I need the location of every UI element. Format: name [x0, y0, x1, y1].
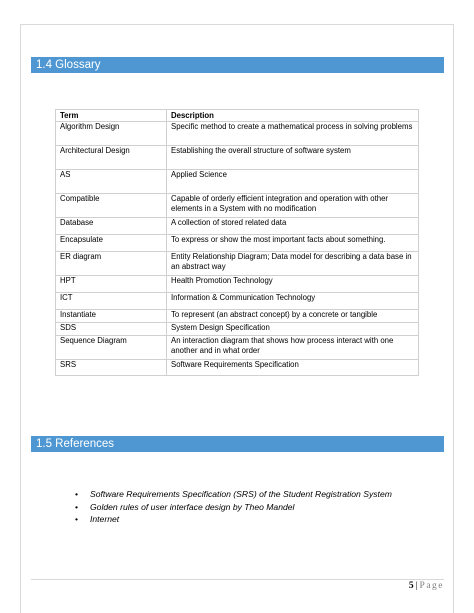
- table-row: [56, 218, 419, 235]
- table-row: [56, 170, 419, 194]
- page-number: [409, 580, 444, 592]
- table-row: [56, 323, 419, 336]
- table-row: [56, 235, 419, 252]
- table-row: [56, 293, 419, 310]
- description-cell: Establishing the overall structure of software system: [167, 146, 419, 170]
- bullet-icon: •: [75, 489, 79, 499]
- description-cell: Health Promotion Technology: [167, 276, 419, 293]
- references-list: [75, 488, 392, 526]
- description-cell: Software Requirements Specification: [167, 360, 419, 376]
- table-row: [56, 146, 419, 170]
- glossary-table: [55, 109, 419, 376]
- description-cell: An interaction diagram that shows how process interact with one another and in what order: [167, 336, 419, 360]
- description-cell: Information & Communication Technology: [167, 293, 419, 310]
- description-cell: Applied Science: [167, 170, 419, 194]
- description-cell: To represent (an abstract concept) by a concrete or tangible: [167, 310, 419, 323]
- reference-text: Software Requirements Specification (SRS) of the Student Registration System: [90, 489, 392, 499]
- table-row: [56, 276, 419, 293]
- description-cell: Capable of orderly efficient integration and operation with other elements in a System with no modification: [167, 194, 419, 218]
- description-cell: Entity Relationship Diagram; Data model for describing a data base in an abstract way: [167, 252, 419, 276]
- term-column-header: Term: [56, 110, 167, 122]
- description-cell: Specific method to create a mathematical process in solving problems: [167, 122, 419, 146]
- table-row: [56, 252, 419, 276]
- references-heading: 1.5 References: [31, 436, 444, 452]
- glossary-heading: 1.4 Glossary: [31, 57, 444, 73]
- page-separator: |: [415, 581, 418, 591]
- bullet-icon: •: [75, 501, 79, 512]
- table-row: [56, 122, 419, 146]
- page-label: Page: [419, 581, 444, 591]
- table-header-row: [56, 110, 419, 122]
- table-row: [56, 336, 419, 360]
- list-item: [75, 513, 392, 526]
- term-cell: ICT: [56, 293, 167, 310]
- reference-text: Golden rules of user interface design by Theo Mandel: [90, 501, 295, 512]
- page-number-value: 5: [408, 581, 414, 591]
- term-cell: Database: [56, 218, 167, 235]
- term-cell: SDS: [56, 323, 167, 336]
- term-cell: Sequence Diagram: [56, 336, 167, 360]
- term-cell: Algorithm Design: [56, 122, 167, 146]
- description-cell: A collection of stored related data: [167, 218, 419, 235]
- term-cell: SRS: [56, 360, 167, 376]
- description-column-header: Description: [167, 110, 419, 122]
- table-row: [56, 360, 419, 376]
- term-cell: AS: [56, 170, 167, 194]
- description-cell: System Design Specification: [167, 323, 419, 336]
- list-item: [75, 501, 392, 514]
- bullet-icon: •: [75, 514, 79, 524]
- list-item: [75, 488, 392, 501]
- term-cell: Instantiate: [56, 310, 167, 323]
- term-cell: Architectural Design: [56, 146, 167, 170]
- table-row: [56, 194, 419, 218]
- reference-text: Internet: [90, 514, 120, 524]
- description-cell: To express or show the most important facts about something.: [167, 235, 419, 252]
- table-row: [56, 310, 419, 323]
- footer-divider: [31, 579, 444, 580]
- term-cell: Compatible: [56, 194, 167, 218]
- term-cell: HPT: [56, 276, 167, 293]
- term-cell: Encapsulate: [56, 235, 167, 252]
- term-cell: ER diagram: [56, 252, 167, 276]
